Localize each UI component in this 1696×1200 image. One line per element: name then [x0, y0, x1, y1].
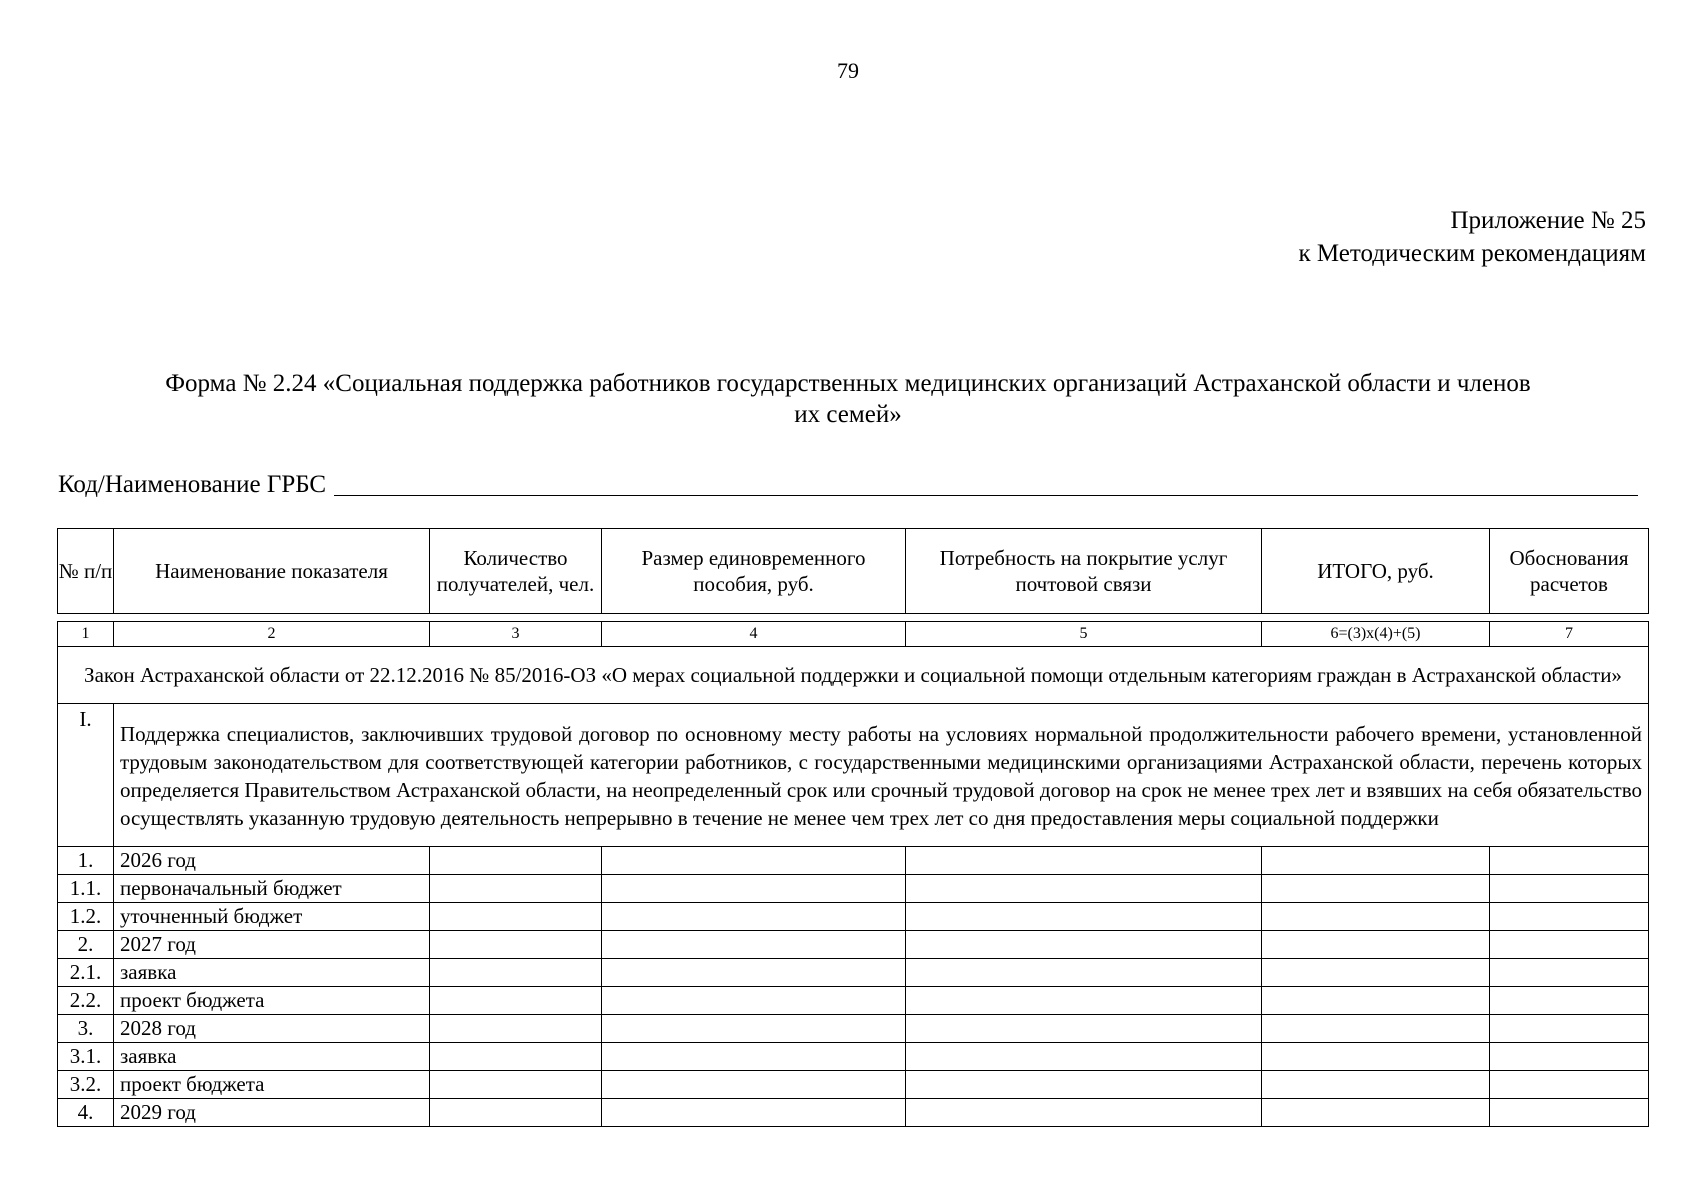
cell-total[interactable] [1262, 903, 1490, 931]
row-number: 4. [58, 1099, 114, 1127]
cell-total[interactable] [1262, 875, 1490, 903]
column-number: 3 [430, 622, 602, 647]
section-row [58, 704, 1649, 847]
table-row [58, 875, 1649, 903]
table-row [58, 1015, 1649, 1043]
row-number: 3.1. [58, 1043, 114, 1071]
cell-recipients[interactable] [430, 1099, 602, 1127]
main-table [57, 621, 1649, 1127]
column-number: 7 [1490, 622, 1649, 647]
table-row [58, 1071, 1649, 1099]
header-cell-number: № п/п [58, 529, 114, 614]
cell-allowance[interactable] [602, 1099, 906, 1127]
cell-recipients[interactable] [430, 1043, 602, 1071]
row-name: первоначальный бюджет [114, 875, 430, 903]
table-row [58, 959, 1649, 987]
row-name: 2026 год [114, 847, 430, 875]
table-row [58, 987, 1649, 1015]
cell-total[interactable] [1262, 1043, 1490, 1071]
header-cell-postal: Потребность на покрытие услуг почтовой связи [906, 529, 1262, 614]
cell-postal[interactable] [906, 847, 1262, 875]
row-number: 3.2. [58, 1071, 114, 1099]
cell-postal[interactable] [906, 903, 1262, 931]
row-name: 2027 год [114, 931, 430, 959]
cell-justification[interactable] [1490, 903, 1649, 931]
cell-allowance[interactable] [602, 1071, 906, 1099]
cell-recipients[interactable] [430, 847, 602, 875]
cell-allowance[interactable] [602, 903, 906, 931]
law-row [58, 647, 1649, 704]
cell-allowance[interactable] [602, 1043, 906, 1071]
cell-justification[interactable] [1490, 847, 1649, 875]
row-name: уточненный бюджет [114, 903, 430, 931]
cell-total[interactable] [1262, 1015, 1490, 1043]
appendix-line-1: Приложение № 25 [1450, 207, 1646, 234]
cell-postal[interactable] [906, 1043, 1262, 1071]
form-title-line-2: их семей» [794, 401, 902, 428]
row-number: 1.2. [58, 903, 114, 931]
row-number: 2. [58, 931, 114, 959]
header-cell-allowance: Размер единовременного пособия, руб. [602, 529, 906, 614]
column-number-row [58, 622, 1649, 647]
row-number: 1.1. [58, 875, 114, 903]
cell-justification[interactable] [1490, 1071, 1649, 1099]
column-number: 2 [114, 622, 430, 647]
cell-postal[interactable] [906, 959, 1262, 987]
cell-recipients[interactable] [430, 1071, 602, 1099]
cell-postal[interactable] [906, 1071, 1262, 1099]
appendix-line-2: к Методическим рекомендациям [1298, 240, 1646, 267]
cell-justification[interactable] [1490, 931, 1649, 959]
cell-recipients[interactable] [430, 959, 602, 987]
cell-total[interactable] [1262, 847, 1490, 875]
cell-total[interactable] [1262, 959, 1490, 987]
table-row [58, 931, 1649, 959]
form-title-line-1: Форма № 2.24 «Социальная поддержка работников государственных медицинских организаций Астраханской области и членов [165, 370, 1531, 397]
header-row [58, 529, 1649, 614]
row-number: 1. [58, 847, 114, 875]
row-number: 2.1. [58, 959, 114, 987]
appendix-note [1298, 204, 1646, 270]
row-number: 3. [58, 1015, 114, 1043]
law-title: Закон Астраханской области от 22.12.2016 № 85/2016-ОЗ «О мерах социальной поддержки и социальной помощи отдельным категориям граждан в Астраханской области» [58, 647, 1649, 704]
cell-total[interactable] [1262, 987, 1490, 1015]
header-cell-total: ИТОГО, руб. [1262, 529, 1490, 614]
grbs-field [58, 466, 1638, 500]
row-name: проект бюджета [114, 1071, 430, 1099]
cell-allowance[interactable] [602, 1015, 906, 1043]
cell-recipients[interactable] [430, 987, 602, 1015]
cell-justification[interactable] [1490, 1043, 1649, 1071]
cell-postal[interactable] [906, 987, 1262, 1015]
section-number: I. [58, 704, 114, 847]
section-description: Поддержка специалистов, заключивших трудовой договор по основному месту работы на условиях нормальной продолжительности рабочего времени, установленной трудовым законодательством для соответствующей категории работников, с государственными медицинскими организациями Астраханской области, перечень которых определяется Правительством Астраханской области, на неопределенный срок или срочный трудовой договор на срок не менее трех лет и взявших на себя обязательство осуществлять указанную трудовую деятельность непрерывно в течение не менее чем трех лет со дня предоставления меры социальной поддержки [114, 704, 1649, 847]
row-name: проект бюджета [114, 987, 430, 1015]
header-cell-indicator: Наименование показателя [114, 529, 430, 614]
cell-justification[interactable] [1490, 1099, 1649, 1127]
row-name: заявка [114, 1043, 430, 1071]
cell-justification[interactable] [1490, 875, 1649, 903]
cell-justification[interactable] [1490, 959, 1649, 987]
cell-postal[interactable] [906, 1015, 1262, 1043]
cell-recipients[interactable] [430, 875, 602, 903]
header-cell-recipients: Количество получателей, чел. [430, 529, 602, 614]
row-name: 2029 год [114, 1099, 430, 1127]
cell-allowance[interactable] [602, 931, 906, 959]
page-number: 79 [837, 58, 859, 83]
table-header [57, 528, 1649, 614]
cell-postal[interactable] [906, 1099, 1262, 1127]
column-number: 5 [906, 622, 1262, 647]
form-title [58, 368, 1638, 430]
row-number: 2.2. [58, 987, 114, 1015]
cell-postal[interactable] [906, 875, 1262, 903]
cell-recipients[interactable] [430, 931, 602, 959]
row-name: заявка [114, 959, 430, 987]
cell-total[interactable] [1262, 931, 1490, 959]
table-row [58, 847, 1649, 875]
cell-postal[interactable] [906, 931, 1262, 959]
cell-total[interactable] [1262, 1099, 1490, 1127]
column-number: 6=(3)х(4)+(5) [1262, 622, 1490, 647]
column-number: 4 [602, 622, 906, 647]
cell-allowance[interactable] [602, 959, 906, 987]
header-cell-justification: Обоснования расчетов [1490, 529, 1649, 614]
row-name: 2028 год [114, 1015, 430, 1043]
cell-total[interactable] [1262, 1071, 1490, 1099]
grbs-label: Код/Наименование ГРБС [58, 471, 327, 498]
table-row [58, 1043, 1649, 1071]
cell-allowance[interactable] [602, 987, 906, 1015]
cell-recipients[interactable] [430, 903, 602, 931]
cell-recipients[interactable] [430, 1015, 602, 1043]
cell-allowance[interactable] [602, 875, 906, 903]
grbs-input-line[interactable] [334, 471, 1638, 496]
cell-justification[interactable] [1490, 1015, 1649, 1043]
column-number: 1 [58, 622, 114, 647]
table-row [58, 1099, 1649, 1127]
cell-allowance[interactable] [602, 847, 906, 875]
table-row [58, 903, 1649, 931]
cell-justification[interactable] [1490, 987, 1649, 1015]
